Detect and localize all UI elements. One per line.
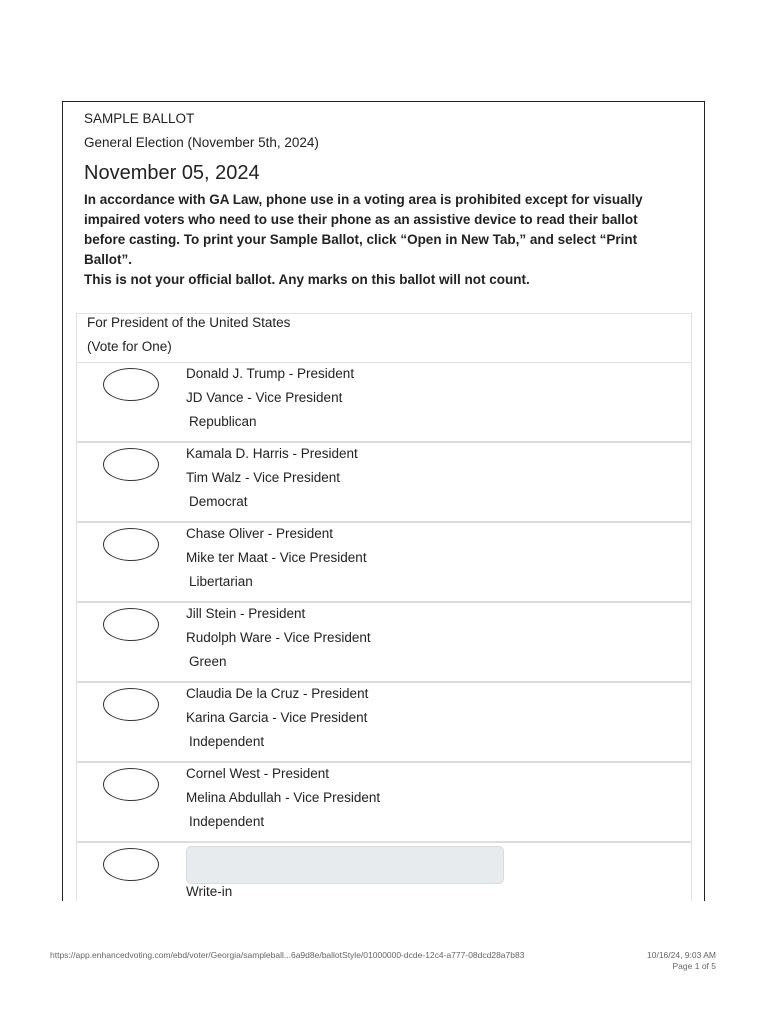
candidate-row — [77, 603, 691, 683]
candidate-president: Donald J. Trump - President — [186, 366, 355, 381]
sample-ballot — [62, 101, 705, 901]
candidate-party: Republican — [189, 414, 257, 429]
contest-instruction: (Vote for One) — [87, 339, 172, 354]
candidate-row — [77, 363, 691, 443]
candidate-president: Jill Stein - President — [186, 606, 306, 621]
vote-oval[interactable] — [103, 768, 159, 801]
candidate-president: Kamala D. Harris - President — [186, 446, 358, 461]
write-in-field[interactable] — [186, 846, 504, 884]
candidate-vice-president: Melina Abdullah - Vice President — [186, 790, 381, 805]
vote-oval[interactable] — [103, 528, 159, 561]
footer-url: https://app.enhancedvoting.com/ebd/voter/Georgia/sampleball...6a9d8e/ballotStyle/01000000-dcde-12c4-a777-08dcd28a7b83 — [50, 950, 525, 960]
candidate-party: Independent — [189, 734, 265, 749]
candidate-party: Democrat — [189, 494, 248, 509]
candidate-vice-president: Mike ter Maat - Vice President — [186, 550, 367, 565]
vote-oval[interactable] — [103, 848, 159, 881]
contest-header — [77, 314, 691, 363]
candidate-row — [77, 443, 691, 523]
vote-oval[interactable] — [103, 688, 159, 721]
footer-page-number: Page 1 of 5 — [672, 961, 716, 971]
candidate-party: Libertarian — [189, 574, 253, 589]
candidate-party: Independent — [189, 814, 265, 829]
election-date: November 05, 2024 — [84, 162, 260, 184]
candidate-vice-president: Rudolph Ware - Vice President — [186, 630, 371, 645]
candidate-president: Chase Oliver - President — [186, 526, 334, 541]
candidate-row — [77, 523, 691, 603]
candidate-vice-president: Karina Garcia - Vice President — [186, 710, 368, 725]
candidate-row — [77, 683, 691, 763]
write-in-label: Write-in — [186, 884, 233, 899]
write-in-row — [77, 843, 691, 901]
phone-notice: In accordance with GA Law, phone use in a voting area is prohibited except for visually impaired voters who need to use their phone as an assistive device to read their ballot before casting. To print your Sample Ballot, click “Open in New Tab,” and select “Print Ballot”. — [84, 192, 643, 267]
candidate-president: Claudia De la Cruz - President — [186, 686, 369, 701]
candidate-vice-president: Tim Walz - Vice President — [186, 470, 341, 485]
footer-timestamp: 10/16/24, 9:03 AM — [647, 950, 716, 960]
disclaimer: This is not your official ballot. Any marks on this ballot will not count. — [84, 272, 530, 287]
vote-oval[interactable] — [103, 368, 159, 401]
contest-president — [76, 313, 692, 901]
candidate-president: Cornel West - President — [186, 766, 330, 781]
vote-oval[interactable] — [103, 448, 159, 481]
candidate-party: Green — [189, 654, 227, 669]
candidate-row — [77, 763, 691, 843]
ballot-label: SAMPLE BALLOT — [84, 111, 195, 126]
contest-title: For President of the United States — [87, 315, 291, 330]
notice — [84, 190, 674, 290]
vote-oval[interactable] — [103, 608, 159, 641]
footer-meta — [647, 950, 716, 972]
election-name: General Election (November 5th, 2024) — [84, 135, 319, 150]
candidate-vice-president: JD Vance - Vice President — [186, 390, 343, 405]
